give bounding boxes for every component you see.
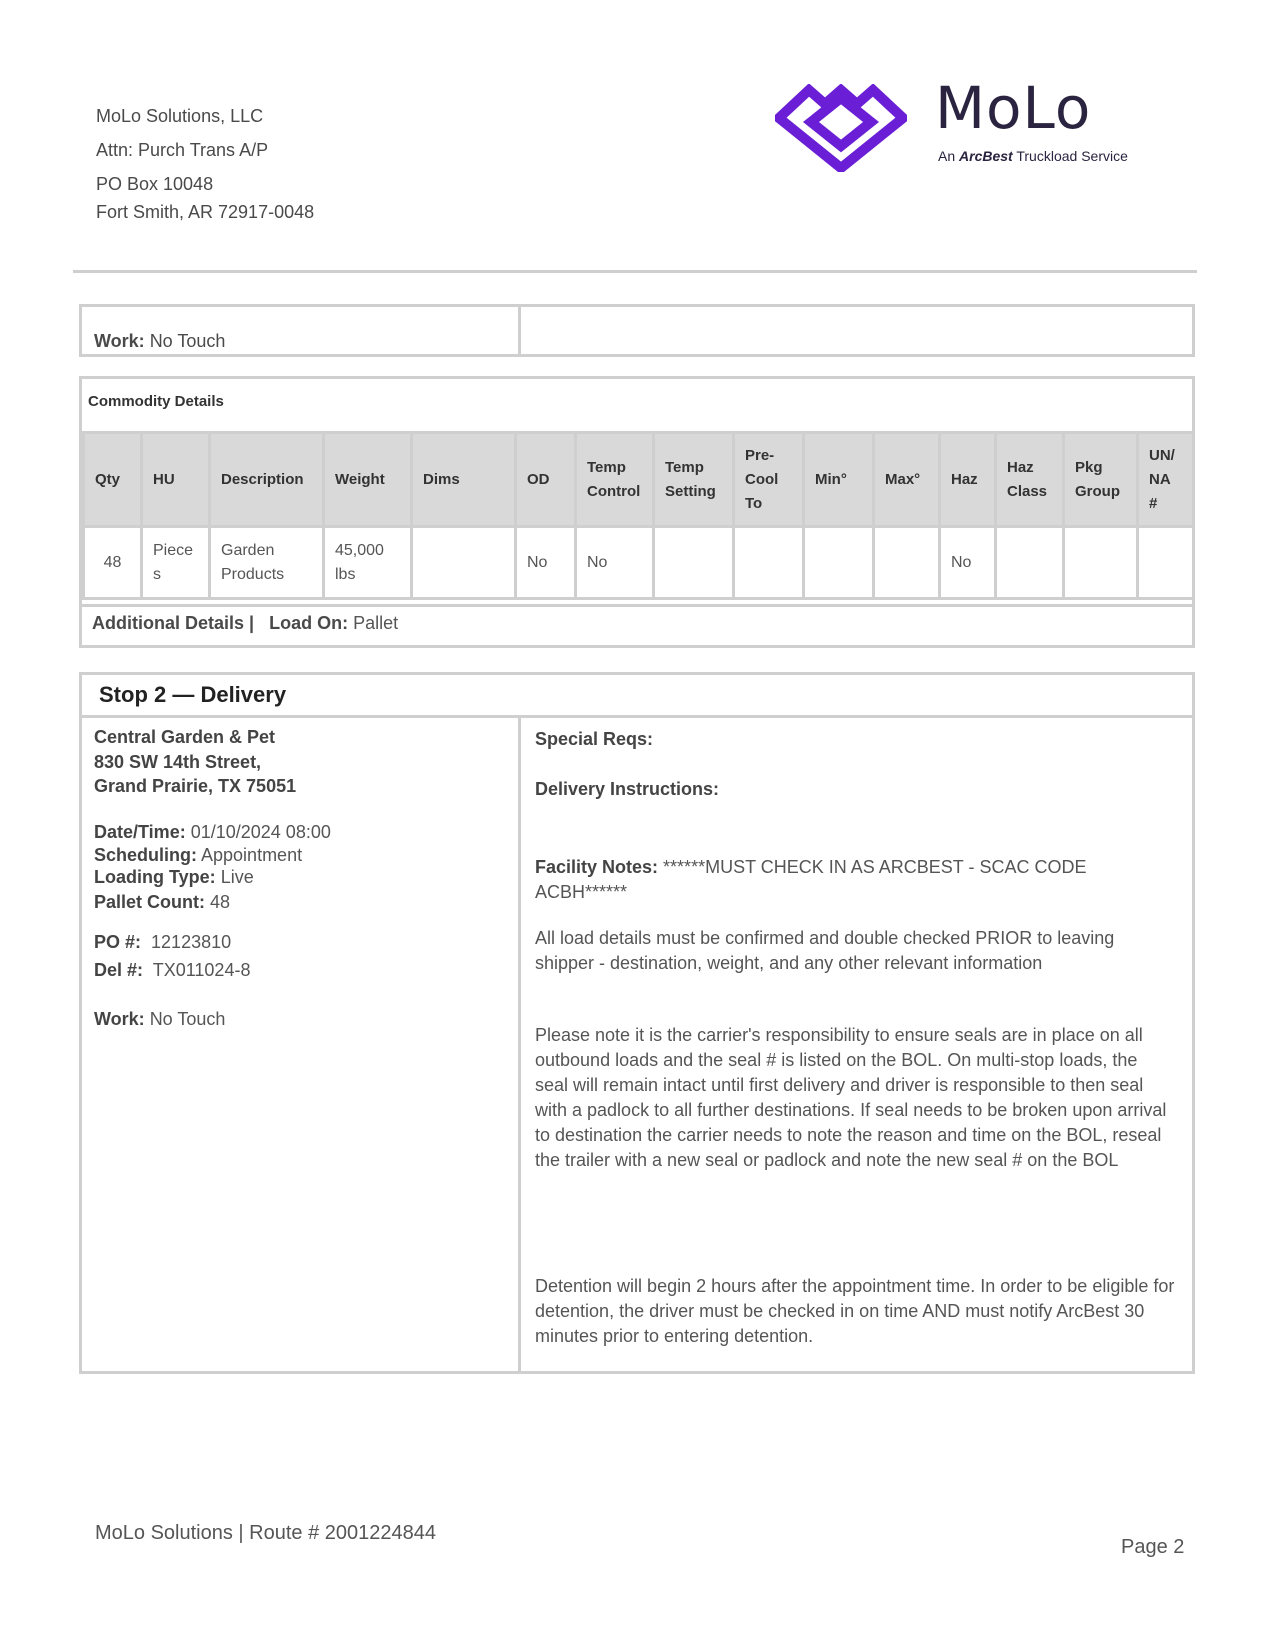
molo-logo — [775, 74, 1155, 176]
cell-dims — [412, 527, 516, 599]
col-header: Temp Setting — [654, 433, 734, 527]
stop-datetime: Date/Time: 01/10/2024 08:00 — [94, 822, 331, 842]
cell-temp-control: No — [576, 527, 654, 599]
col-header: HU — [142, 433, 210, 527]
cell-precool — [734, 527, 804, 599]
col-header: UN/ NA # — [1138, 433, 1194, 527]
col-header: Weight — [324, 433, 412, 527]
col-header: OD — [516, 433, 576, 527]
col-header: Pkg Group — [1064, 433, 1138, 527]
cell-weight: 45,000 lbs — [324, 527, 412, 599]
note-seals: Please note it is the carrier's responsibility to ensure seals are in place on all outbound loads and the seal # is listed on the BOL. On multi-stop loads, the seal will remain intact until first delivery and driver is responsible to then seal with a padlock to all further destinations. If seal needs to be broken upon arrival to destination the carrier needs to note the reason and time on the BOL, reseal the trailer with a new seal or padlock and note the new seal # on the BOL — [535, 1025, 1167, 1170]
stop-loading-type: Loading Type: Live — [94, 867, 254, 887]
commodity-title: Commodity Details — [88, 393, 224, 410]
stop-po-number: PO #: 12123810 — [94, 932, 232, 952]
stop-title: Stop 2 — Delivery — [99, 682, 287, 707]
col-header: Haz — [940, 433, 996, 527]
cell-temp-setting — [654, 527, 734, 599]
logo-wordmark: MoLo — [935, 74, 1092, 142]
stop-header — [82, 675, 1192, 718]
commodity-table — [82, 431, 1195, 600]
facility-notes: Facility Notes: ******MUST CHECK IN AS ARCBEST - SCAC CODE ACBH****** — [535, 857, 1087, 902]
sender-po-box: PO Box 10048 — [96, 174, 214, 194]
cell-od: No — [516, 527, 576, 599]
molo-logo-icon — [775, 84, 907, 172]
row-divider — [82, 604, 1192, 607]
delivery-instructions: Delivery Instructions: — [535, 779, 720, 799]
col-header: Temp Control — [576, 433, 654, 527]
cell-max — [874, 527, 940, 599]
stop-name: Central Garden & Pet — [94, 727, 276, 747]
column-divider — [518, 715, 521, 1371]
logo-tagline: An ArcBest Truckload Service — [938, 148, 1128, 164]
cell-un-na — [1138, 527, 1194, 599]
table-row — [84, 527, 1194, 599]
stop-scheduling: Scheduling: Appointment — [94, 845, 303, 865]
top-work-box — [79, 304, 1195, 357]
stop-city: Grand Prairie, TX 75051 — [94, 776, 297, 796]
stop-work: Work: No Touch — [94, 1009, 226, 1029]
sender-city: Fort Smith, AR 72917-0048 — [96, 202, 315, 222]
cell-description: Garden Products — [210, 527, 324, 599]
col-header: Min° — [804, 433, 874, 527]
col-header: Max° — [874, 433, 940, 527]
stop-street: 830 SW 14th Street, — [94, 752, 262, 772]
cell-min — [804, 527, 874, 599]
cell-qty: 48 — [84, 527, 142, 599]
header-divider — [73, 270, 1197, 273]
special-reqs: Special Reqs: — [535, 729, 654, 749]
note-load-details: All load details must be confirmed and double checked PRIOR to leaving shipper - destination, weight, and any other relevant information — [535, 928, 1115, 973]
stop-del-number: Del #: TX011024-8 — [94, 960, 251, 980]
commodity-header-row — [84, 433, 1194, 527]
stop-pallet-count: Pallet Count: 48 — [94, 892, 231, 912]
col-header: Dims — [412, 433, 516, 527]
additional-details: Additional Details | Load On: Pallet — [92, 613, 399, 633]
stop-delivery-box — [79, 672, 1195, 1374]
footer-page-number: Page 2 — [1121, 1536, 1185, 1558]
column-divider — [518, 307, 521, 354]
commodity-details — [79, 376, 1195, 648]
col-header: Haz Class — [996, 433, 1064, 527]
col-header: Pre-Cool To — [734, 433, 804, 527]
note-detention: Detention will begin 2 hours after the appointment time. In order to be eligible for detention, the driver must be checked in on time AND must notify ArcBest 30 minutes prior to entering detention. — [535, 1276, 1175, 1346]
col-header: Qty — [84, 433, 142, 527]
cell-haz: No — [940, 527, 996, 599]
col-header: Description — [210, 433, 324, 527]
top-work-text: Work: No Touch — [94, 331, 226, 351]
sender-company: MoLo Solutions, LLC — [96, 106, 264, 126]
cell-hu: Pieces — [142, 527, 210, 599]
sender-attn: Attn: Purch Trans A/P — [96, 140, 269, 160]
cell-haz-class — [996, 527, 1064, 599]
footer-route: MoLo Solutions | Route # 2001224844 — [95, 1522, 437, 1544]
cell-pkg-group — [1064, 527, 1138, 599]
